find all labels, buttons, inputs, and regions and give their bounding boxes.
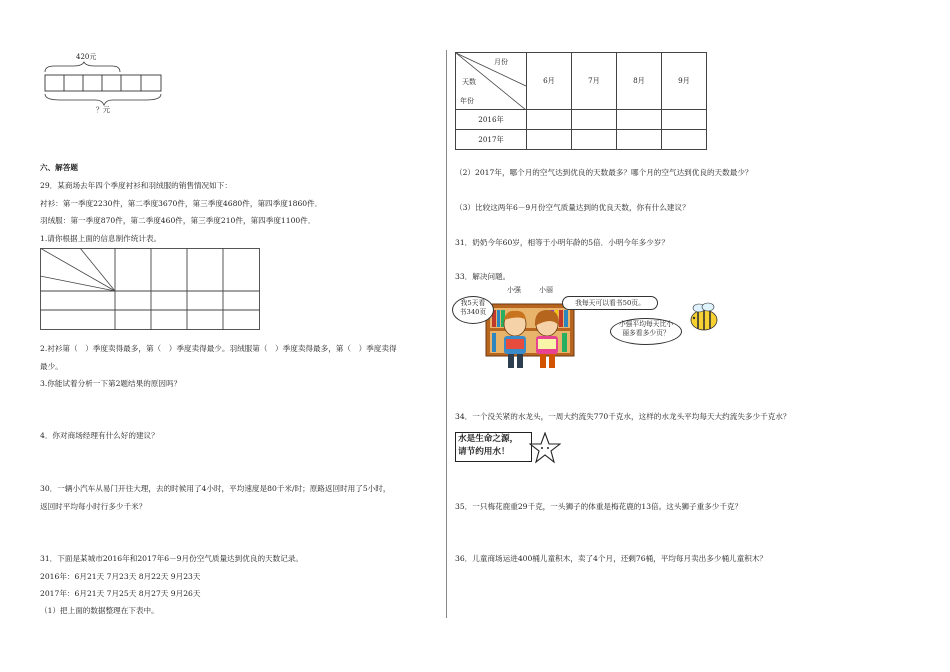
table-cell <box>662 130 707 150</box>
q30-line2: 返回时平均每小时行多少千米？ <box>40 502 147 511</box>
q31b: 31．奶奶今年60岁，相等于小明年龄的5倍．小明今年多少岁？ <box>455 238 669 247</box>
slogan-line2: 请节约用水！ <box>458 447 510 457</box>
star-icon <box>529 432 561 464</box>
diagram-bottom-label: ？元 <box>96 106 110 114</box>
name-xiaoqiang: 小强 <box>507 286 521 294</box>
q34: 34．一个没关紧的水龙头，一周大约流失770千克水，这样的水龙头平均每天大约流失多少千克水？ <box>455 412 791 421</box>
table-header-corner <box>456 53 527 110</box>
q29-shirt-data: 衬衫：第一季度2230件，第二季度3670件，第三季度4680件，第四季度1860件． <box>40 199 323 208</box>
q29-blank-table <box>40 248 262 332</box>
reading-illustration <box>452 284 722 376</box>
q29-down-data: 羽绒服：第一季度870件，第二季度460件，第三季度210件，第四季度1100件． <box>40 216 316 225</box>
bar-diagram <box>40 50 170 116</box>
section-title: 六、解答题 <box>40 163 78 172</box>
q29-part2-line2: 最少。 <box>40 362 63 371</box>
q29-part1: 1.请你根据上面的信息制作统计表。 <box>40 234 162 243</box>
q29-part4: 4．你对商场经理有什么好的建议？ <box>40 431 159 440</box>
month-col-6: 6月 <box>527 53 572 110</box>
q30-line1: 30．一辆小汽车从易门开往大理，去的时候用了4小时，平均速度是80千米/时；原路返回时用了5小时， <box>40 484 391 493</box>
header-year: 年份 <box>460 97 474 105</box>
q31-sub2: （2）2017年，哪个月的空气达到优良的天数最多？哪个月的空气达到优良的天数最少？ <box>455 168 753 177</box>
q29-part3: 3.你能试着分析一下第2题结果的原因吗？ <box>40 379 182 388</box>
q29-intro: 29．某商场去年四个季度衬衫和羽绒服的销售情况如下： <box>40 181 232 190</box>
table-cell <box>617 110 662 130</box>
q31-2017-data: 2017年：6月21天 7月25天 8月27天 9月26天 <box>40 589 201 598</box>
table-cell <box>527 130 572 150</box>
month-col-7: 7月 <box>572 53 617 110</box>
header-month: 月份 <box>494 58 508 66</box>
table-cell <box>572 110 617 130</box>
q35: 35．一只梅花鹿重29千克，一头狮子的体重是梅花鹿的13倍。这头狮子重多少千克？ <box>455 502 743 511</box>
month-col-9: 9月 <box>662 53 707 110</box>
q29-part2-line1: 2.衬衫第（ ）季度卖得最多，第（ ）季度卖得最少。羽绒服第（ ）季度卖得最多，第（ ）季度卖得 <box>40 344 397 353</box>
table-cell <box>527 110 572 130</box>
table-cell <box>572 130 617 150</box>
bubble-question-text: 小强平均每天比小丽多看多少页？ <box>618 320 674 337</box>
bubble-xiaoli <box>562 296 658 310</box>
bubble-xiaoli-text: 我每天可以看书50页。 <box>575 299 645 307</box>
bubble-xiaoqiang-text: 我5天看书340页 <box>459 299 487 316</box>
q33: 33．解决问题。 <box>455 272 511 281</box>
bubble-xiaoqiang <box>452 296 494 324</box>
header-days: 天数 <box>462 78 476 86</box>
bubble-question <box>610 318 682 345</box>
water-slogan-sign <box>455 432 565 464</box>
row-2016: 2016年 <box>456 110 527 130</box>
table-cell <box>617 130 662 150</box>
q31-2016-data: 2016年：6月21天 7月23天 8月22天 9月23天 <box>40 572 201 581</box>
table-cell <box>662 110 707 130</box>
air-quality-table <box>455 52 707 149</box>
q31-sub1: （1）把上面的数据整理在下表中。 <box>40 606 159 615</box>
slogan-line1: 水是生命之源， <box>458 434 519 444</box>
month-col-8: 8月 <box>617 53 662 110</box>
diagram-top-label: 420元 <box>76 53 97 61</box>
column-divider <box>446 50 447 618</box>
row-2017: 2017年 <box>456 130 527 150</box>
q31-intro: 31．下面是某城市2016年和2017年6－9月份空气质量达到优良的天数记录。 <box>40 554 304 563</box>
name-xiaoli: 小丽 <box>539 286 553 294</box>
q31-sub3: （3）比较这两年6－9月份空气质量达到的优良天数，你有什么建议？ <box>455 203 690 212</box>
slogan-box <box>455 432 532 462</box>
q36: 36．儿童商场运进400桶儿童积木，卖了4个月，还剩76桶，平均每月卖出多少桶儿童积木？ <box>455 554 768 563</box>
